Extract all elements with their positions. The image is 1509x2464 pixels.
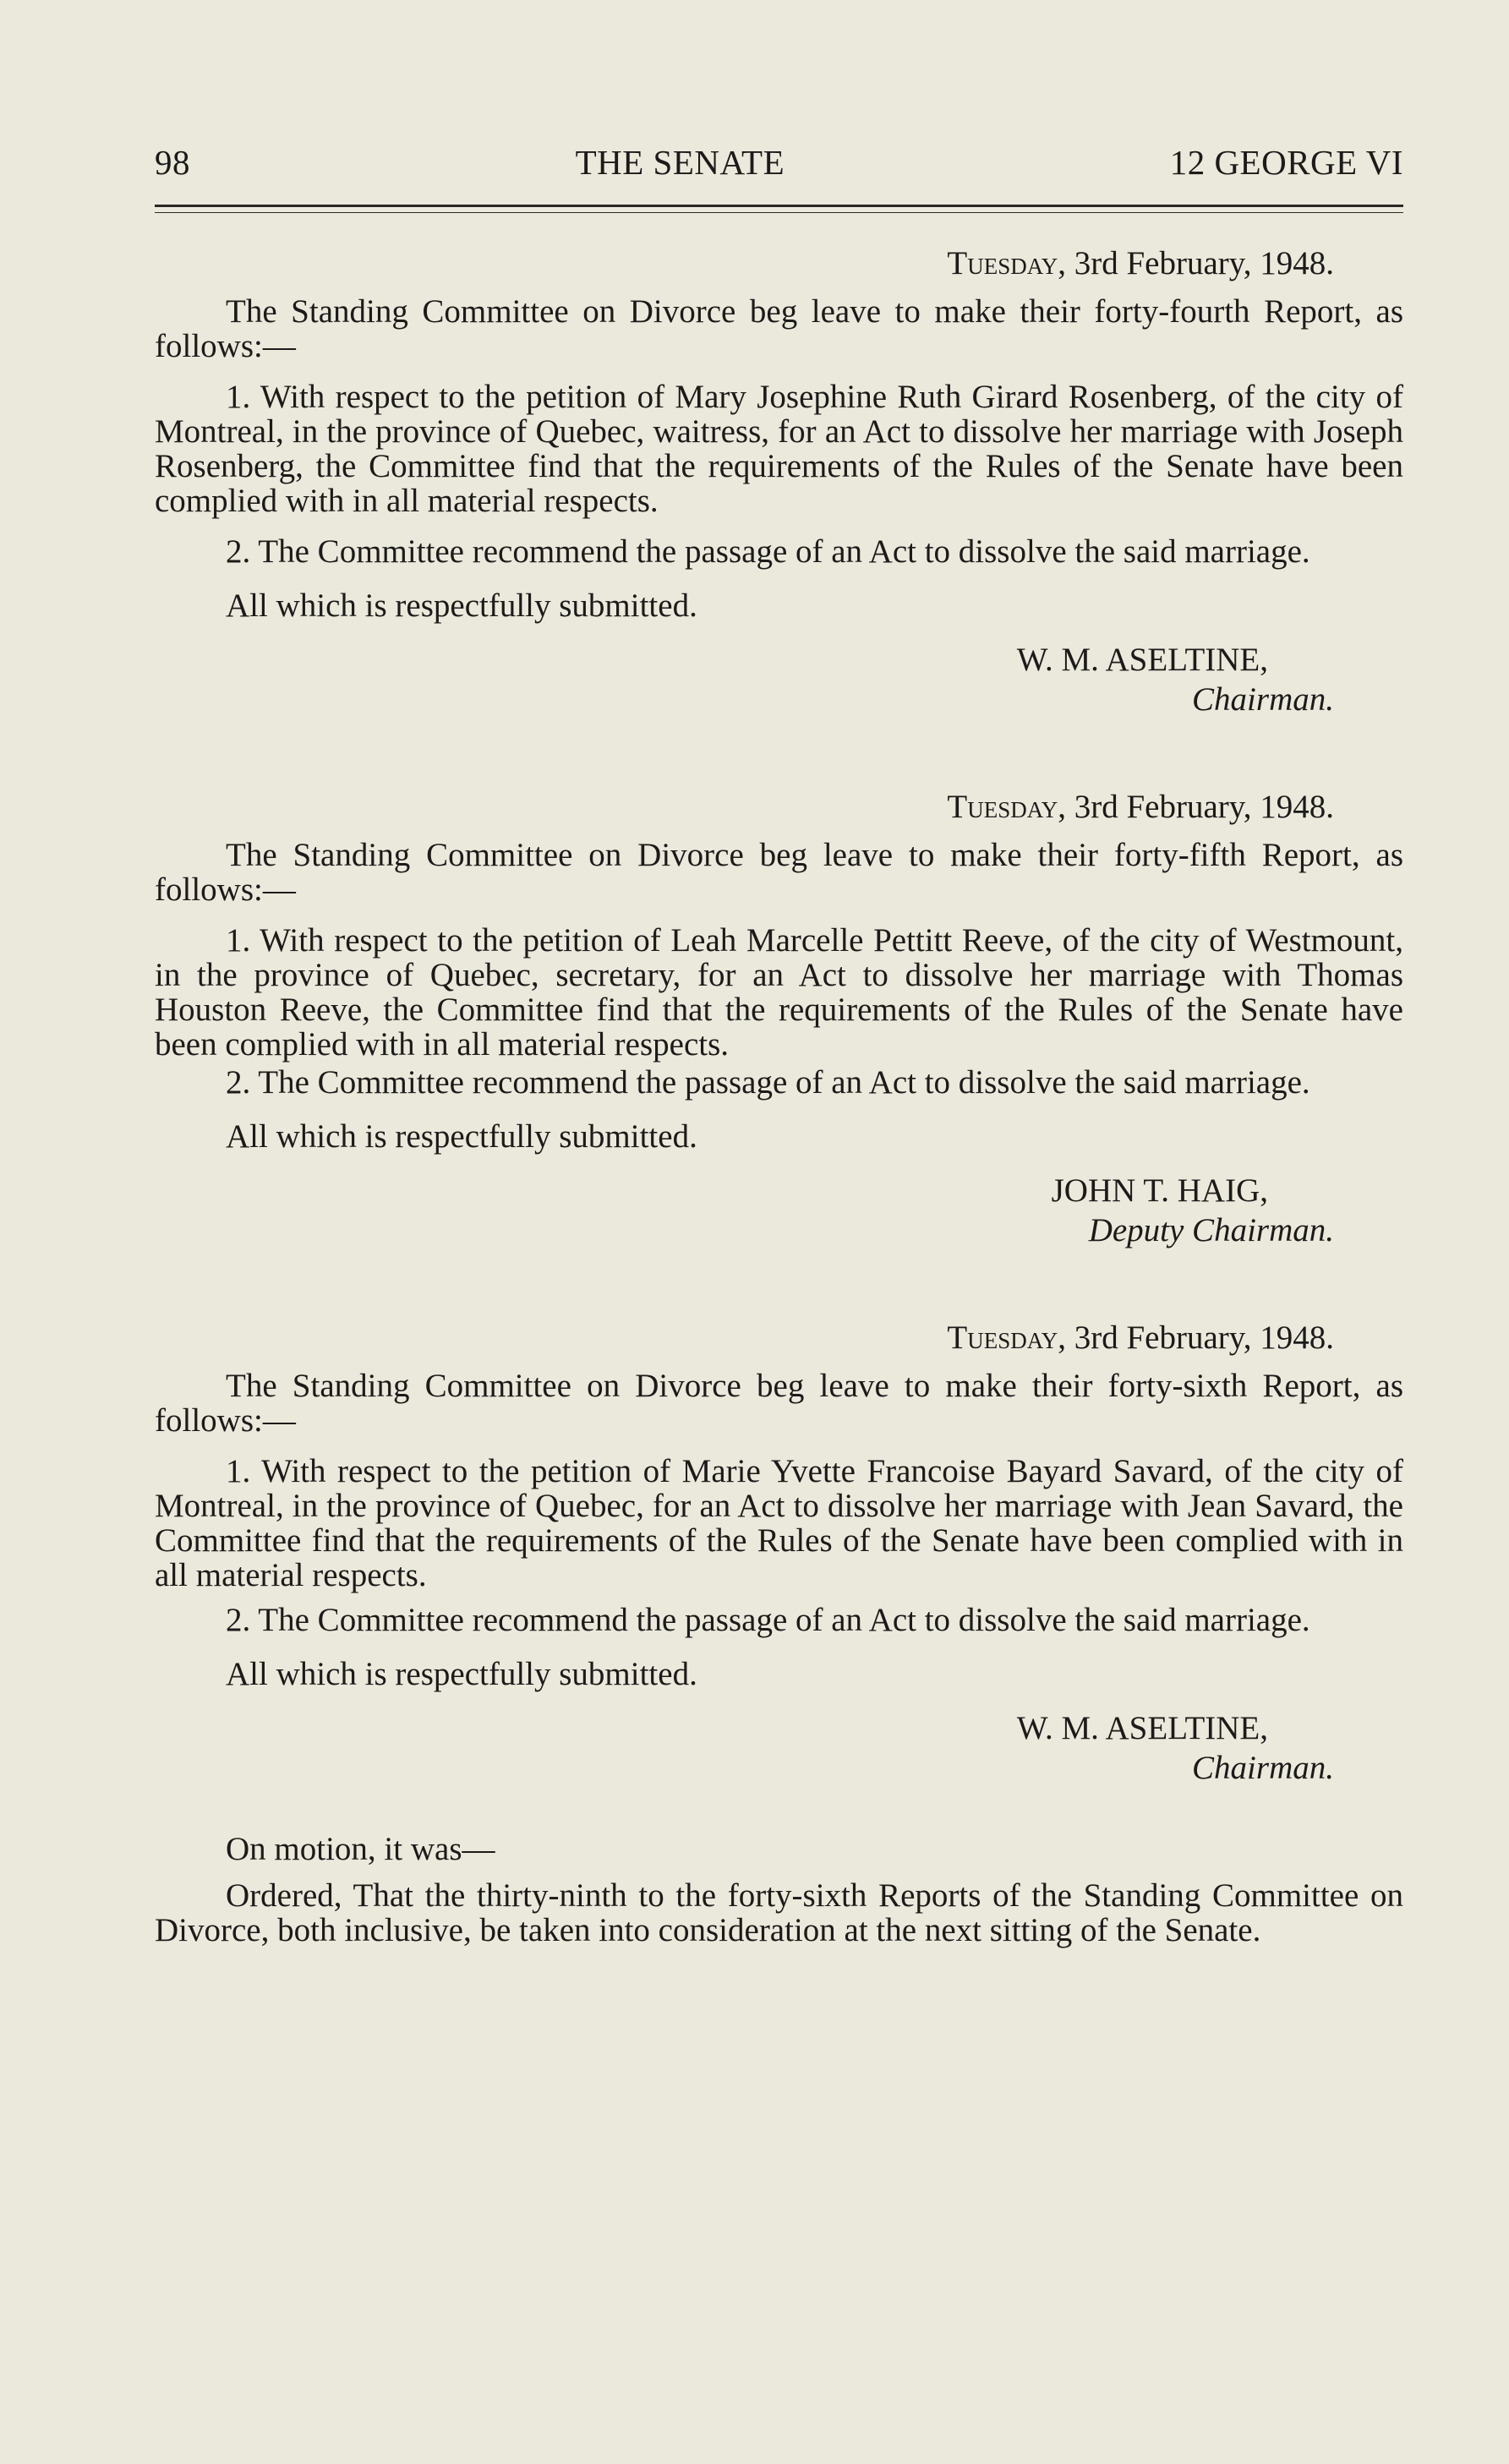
report-date: Tuesday, 3rd February, 1948. xyxy=(947,245,1334,281)
motion-section xyxy=(155,1832,1403,1948)
report-intro: The Standing Committee on Divorce beg leave to make their forty-fifth Report, as follows:— xyxy=(155,837,1403,908)
report-item-2: 2. The Committee recommend the passage of an Act to dissolve the said marriage. xyxy=(226,1064,1310,1101)
running-head xyxy=(155,142,1403,183)
motion-order: Ordered, That the thirty-ninth to the forty-sixth Reports of the Standing Committee on Divorce, both inclusive, be taken into consideration at the next sitting of the Senate. xyxy=(155,1877,1403,1948)
report-closing: All which is respectfully submitted. xyxy=(226,587,697,624)
page-number: 98 xyxy=(155,143,190,182)
report-forty-fifth xyxy=(155,789,1403,1250)
regnal-year: 12 GEORGE VI xyxy=(1169,143,1403,182)
report-date: Tuesday, 3rd February, 1948. xyxy=(947,789,1334,825)
signatory-name: W. M. ASELTINE, xyxy=(1016,642,1268,678)
report-intro: The Standing Committee on Divorce beg leave to make their forty-fourth Report, as follows:— xyxy=(155,293,1403,364)
report-date: Tuesday, 3rd February, 1948. xyxy=(947,1319,1334,1356)
report-item-2: 2. The Committee recommend the passage of an Act to dissolve the said marriage. xyxy=(226,533,1310,570)
signatory-title: Deputy Chairman. xyxy=(1088,1212,1334,1248)
signatory-name: W. M. ASELTINE, xyxy=(1016,1710,1268,1746)
running-title: THE SENATE xyxy=(575,143,785,182)
report-item-1: 1. With respect to the petition of Mary Josephine Ruth Girard Rosenberg, of the city of Montreal, in the province of Quebec, waitress, for an Act to dissolve her marriage with Joseph Rosenberg, the Committee find that the requirements of the Rules of the Senate have been complied with in all material respects. xyxy=(155,379,1403,519)
motion-lead: On motion, it was— xyxy=(226,1831,495,1867)
report-closing: All which is respectfully submitted. xyxy=(226,1118,697,1155)
report-forty-fourth xyxy=(155,245,1403,719)
header-double-rule xyxy=(155,205,1403,213)
signatory-title: Chairman. xyxy=(1192,681,1334,718)
report-closing: All which is respectfully submitted. xyxy=(226,1656,697,1692)
report-item-1: 1. With respect to the petition of Marie Yvette Francoise Bayard Savard, of the city of Montreal, in the province of Quebec, for an Act to dissolve her marriage with Jean Savard, the Committee find that the requirements of the Rules of the Senate have been complied with in all material respects. xyxy=(155,1453,1403,1593)
signatory-name: JOHN T. HAIG, xyxy=(1051,1172,1268,1209)
report-forty-sixth xyxy=(155,1319,1403,1788)
report-intro: The Standing Committee on Divorce beg leave to make their forty-sixth Report, as follows:— xyxy=(155,1368,1403,1439)
report-item-2: 2. The Committee recommend the passage of an Act to dissolve the said marriage. xyxy=(226,1602,1310,1638)
signatory-title: Chairman. xyxy=(1192,1750,1334,1786)
report-item-1: 1. With respect to the petition of Leah Marcelle Pettitt Reeve, of the city of Westmount, in the province of Quebec, secretary, for an Act to dissolve her marriage with Thomas Houston Reeve, the Committee find that the requirements of the Rules of the Senate have been complied with in all material respects. xyxy=(155,922,1403,1063)
